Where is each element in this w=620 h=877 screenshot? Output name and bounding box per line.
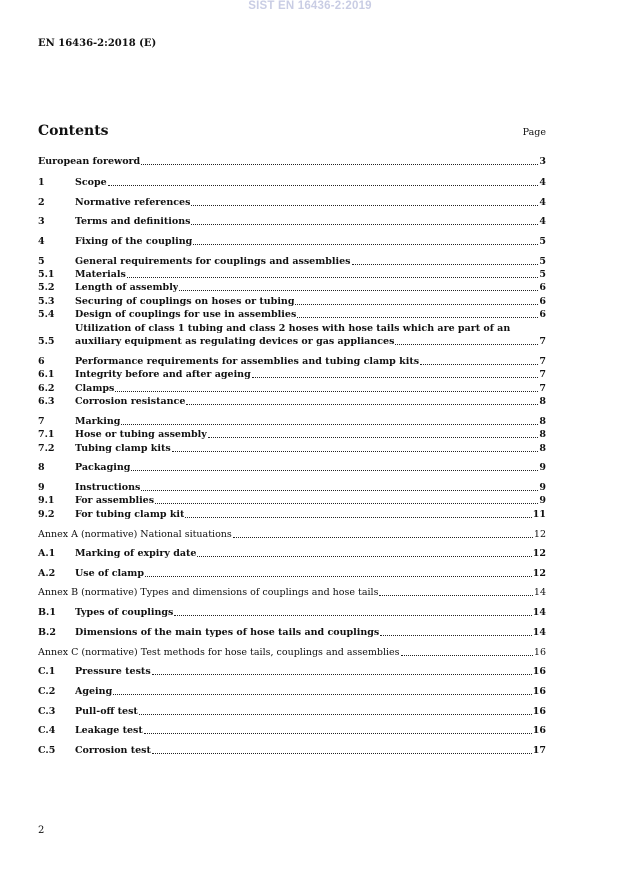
toc-entry-title: Packaging	[75, 462, 131, 473]
toc-entry-number: 8	[38, 462, 45, 473]
toc-entry-number: 5.1	[38, 269, 55, 280]
toc-entry-number: C.3	[38, 706, 56, 717]
toc-entry-page: 8	[539, 416, 546, 427]
toc-dot-leader	[352, 264, 539, 265]
toc-entry[interactable]	[38, 665, 546, 678]
toc-entry-page: 4	[539, 216, 546, 227]
document-id: EN 16436-2:2018 (E)	[38, 38, 157, 49]
toc-entry[interactable]	[38, 176, 546, 189]
toc-entry[interactable]	[38, 308, 546, 321]
toc-entry-title: Scope	[75, 177, 107, 188]
toc-entry-title: Securing of couplings on hoses or tubing	[75, 296, 295, 307]
toc-entry-page: 7	[539, 369, 546, 380]
toc-entry-title: Use of clamp	[75, 568, 144, 579]
toc-dot-leader	[145, 576, 532, 577]
toc-entry-page: 17	[532, 745, 546, 756]
page-number: 2	[38, 825, 45, 836]
toc-entry-page: 6	[539, 282, 546, 293]
toc-entry-number: 6.3	[38, 396, 55, 407]
toc-entry-number: 5.2	[38, 282, 55, 293]
toc-entry-title: General requirements for couplings and assemblies	[75, 256, 351, 267]
toc-entry-number: 5.3	[38, 296, 55, 307]
toc-entry-page: 3	[539, 156, 546, 167]
toc-entry-number: B.1	[38, 607, 56, 618]
toc-entry[interactable]	[38, 382, 546, 395]
toc-dot-leader	[141, 490, 538, 491]
toc-entry[interactable]	[38, 705, 546, 718]
toc-entry-title: Instructions	[75, 482, 141, 493]
toc-entry-title: Corrosion test	[75, 745, 151, 756]
toc-entry-first-line: Utilization of class 1 tubing and class 2 hoses with hose tails which are part of an	[75, 323, 511, 334]
toc-entry[interactable]	[38, 646, 546, 659]
toc-entry-number: 5.4	[38, 309, 55, 320]
toc-entry-title: auxiliary equipment as regulating devices or gas appliances	[75, 336, 395, 347]
toc-entry[interactable]	[38, 586, 546, 599]
toc-entry-page: 5	[539, 256, 546, 267]
toc-entry-title: Length of assembly	[75, 282, 179, 293]
toc-dot-leader	[115, 391, 538, 392]
toc-entry-title: Fixing of the coupling	[75, 236, 193, 247]
toc-entry-page: 8	[539, 396, 546, 407]
toc-entry[interactable]	[38, 442, 546, 455]
toc-entry-title: Corrosion resistance	[75, 396, 186, 407]
toc-entry-page: 16	[532, 706, 546, 717]
toc-entry-page: 8	[539, 443, 546, 454]
toc-entry-title: Pressure tests	[75, 666, 151, 677]
toc-entry-title: Tubing clamp kits	[75, 443, 171, 454]
toc-dot-leader	[108, 185, 539, 186]
toc-entry-number: 3	[38, 216, 45, 227]
toc-entry-page: 6	[539, 296, 546, 307]
toc-entry-page: 7	[539, 356, 546, 367]
toc-dot-leader	[139, 714, 532, 715]
toc-entry-page: 11	[532, 509, 546, 520]
toc-entry-number: 6	[38, 356, 45, 367]
toc-entry[interactable]	[38, 215, 546, 228]
toc-dot-leader	[174, 615, 531, 616]
toc-entry-title: Normative references	[75, 197, 191, 208]
toc-dot-leader	[179, 290, 538, 291]
toc-dot-leader	[379, 595, 532, 596]
toc-entry-title: Performance requirements for assemblies and tubing clamp kits	[75, 356, 420, 367]
toc-entry-title: Dimensions of the main types of hose tails and couplings	[75, 627, 380, 638]
toc-entry-number: 5	[38, 256, 45, 267]
toc-entry-page: 14	[532, 627, 546, 638]
toc-dot-leader	[155, 503, 538, 504]
toc-entry-title: Hose or tubing assembly	[75, 429, 207, 440]
toc-entry-page: 16	[532, 686, 546, 697]
contents-title: Contents	[38, 123, 109, 139]
toc-entry-page: 6	[539, 309, 546, 320]
toc-dot-leader	[380, 635, 532, 636]
toc-dot-leader	[401, 655, 533, 656]
toc-entry[interactable]	[38, 567, 546, 580]
toc-entry-number: 2	[38, 197, 45, 208]
toc-entry-title: For assemblies	[75, 495, 155, 506]
toc-entry[interactable]	[38, 606, 546, 619]
toc-dot-leader	[152, 753, 532, 754]
toc-entry-number: C.1	[38, 666, 56, 677]
toc-entry-page: 16	[533, 647, 546, 658]
toc-dot-leader	[152, 674, 532, 675]
toc-entry-number: 7	[38, 416, 45, 427]
toc-entry-number: 7.2	[38, 443, 55, 454]
toc-entry[interactable]	[38, 626, 546, 639]
toc-dot-leader	[144, 733, 532, 734]
toc-entry-page: 7	[539, 383, 546, 394]
toc-entry[interactable]	[38, 547, 546, 560]
toc-entry[interactable]	[38, 196, 546, 209]
toc-entry[interactable]	[38, 428, 546, 441]
toc-entry[interactable]	[38, 461, 546, 474]
toc-entry[interactable]	[38, 415, 546, 428]
toc-entry-title: Clamps	[75, 383, 115, 394]
toc-dot-leader	[191, 205, 538, 206]
toc-entry-number: 7.1	[38, 429, 55, 440]
toc-dot-leader	[186, 404, 538, 405]
toc-entry[interactable]	[38, 744, 546, 757]
toc-entry-title: Marking of expiry date	[75, 548, 197, 559]
toc-entry-page: 16	[532, 725, 546, 736]
toc-dot-leader	[208, 437, 539, 438]
toc-entry-title: Materials	[75, 269, 126, 280]
toc-entry[interactable]	[38, 508, 546, 521]
toc-entry[interactable]	[38, 724, 546, 737]
toc-entry-number: A.1	[38, 548, 56, 559]
toc-entry[interactable]	[38, 255, 546, 268]
toc-entry-number: 9	[38, 482, 45, 493]
toc-dot-leader	[191, 224, 538, 225]
toc-entry-title: Integrity before and after ageing	[75, 369, 251, 380]
toc-entry-title: Leakage test	[75, 725, 143, 736]
toc-entry-number: B.2	[38, 627, 56, 638]
toc-entry[interactable]	[38, 528, 546, 541]
toc-dot-leader	[131, 470, 538, 471]
toc-entry-number: 1	[38, 177, 45, 188]
toc-entry-page: 14	[532, 607, 546, 618]
toc-dot-leader	[113, 694, 532, 695]
toc-entry-number: 6.2	[38, 383, 55, 394]
toc-entry-page: 5	[539, 236, 546, 247]
toc-entry-title: Pull-off test	[75, 706, 138, 717]
toc-entry-page: 8	[539, 429, 546, 440]
toc-entry-page: 4	[539, 197, 546, 208]
page-column-label: Page	[522, 127, 546, 138]
toc-entry-title: Marking	[75, 416, 121, 427]
toc-entry-page: 9	[539, 462, 546, 473]
toc-entry[interactable]	[38, 395, 546, 408]
toc-dot-leader	[295, 304, 538, 305]
toc-entry[interactable]	[38, 368, 546, 381]
toc-entry-number: C.4	[38, 725, 56, 736]
toc-entry-number: 9.1	[38, 495, 55, 506]
toc-entry[interactable]	[38, 494, 546, 507]
toc-entry[interactable]	[38, 335, 546, 348]
toc-entry-page: 12	[532, 568, 546, 579]
toc-entry-page: 5	[539, 269, 546, 280]
toc-dot-leader	[252, 377, 539, 378]
toc-entry-number: 4	[38, 236, 45, 247]
toc-entry[interactable]	[38, 295, 546, 308]
toc-entry-title: Annex C (normative) Test methods for hose tails, couplings and assemblies	[38, 647, 400, 658]
toc-dot-leader	[185, 517, 531, 518]
toc-entry-page: 7	[539, 336, 546, 347]
toc-entry-page: 4	[539, 177, 546, 188]
toc-entry-title: Types of couplings	[75, 607, 174, 618]
toc-dot-leader	[233, 537, 533, 538]
toc-dot-leader	[127, 277, 539, 278]
toc-entry-number: 6.1	[38, 369, 55, 380]
toc-entry-number: 5.5	[38, 336, 55, 347]
toc-entry-page: 14	[533, 587, 546, 598]
toc-dot-leader	[395, 344, 538, 345]
toc-entry-number: C.2	[38, 686, 56, 697]
toc-entry-number: A.2	[38, 568, 56, 579]
toc-dot-leader	[197, 556, 531, 557]
toc-entry-page: 12	[533, 529, 546, 540]
toc-entry-title: Annex A (normative) National situations	[38, 529, 232, 540]
toc-entry[interactable]	[38, 481, 546, 494]
toc-entry-title: Ageing	[75, 686, 113, 697]
toc-entry[interactable]	[38, 281, 546, 294]
toc-dot-leader	[420, 364, 538, 365]
toc-entry-page: 9	[539, 482, 546, 493]
toc-entry-page: 9	[539, 495, 546, 506]
toc-dot-leader	[121, 424, 538, 425]
toc-entry-title: European foreword	[38, 156, 141, 167]
toc-entry-page: 12	[532, 548, 546, 559]
toc-dot-leader	[297, 317, 538, 318]
toc-entry[interactable]	[38, 155, 546, 168]
toc-entry-title: Design of couplings for use in assemblies	[75, 309, 297, 320]
toc-entry[interactable]	[38, 355, 546, 368]
toc-entry-title: Annex B (normative) Types and dimensions of couplings and hose tails	[38, 587, 379, 598]
toc-dot-leader	[172, 451, 539, 452]
watermark: SIST EN 16436-2:2019	[248, 0, 372, 12]
toc-entry[interactable]	[38, 685, 546, 698]
toc-entry-title: Terms and definitions	[75, 216, 191, 227]
toc-dot-leader	[193, 244, 538, 245]
toc-entry-number: 9.2	[38, 509, 55, 520]
toc-entry-title: For tubing clamp kit	[75, 509, 185, 520]
toc-dot-leader	[141, 164, 538, 165]
toc-entry-number: C.5	[38, 745, 56, 756]
toc-entry[interactable]	[38, 235, 546, 248]
toc-entry-page: 16	[532, 666, 546, 677]
toc-entry[interactable]	[38, 268, 546, 281]
